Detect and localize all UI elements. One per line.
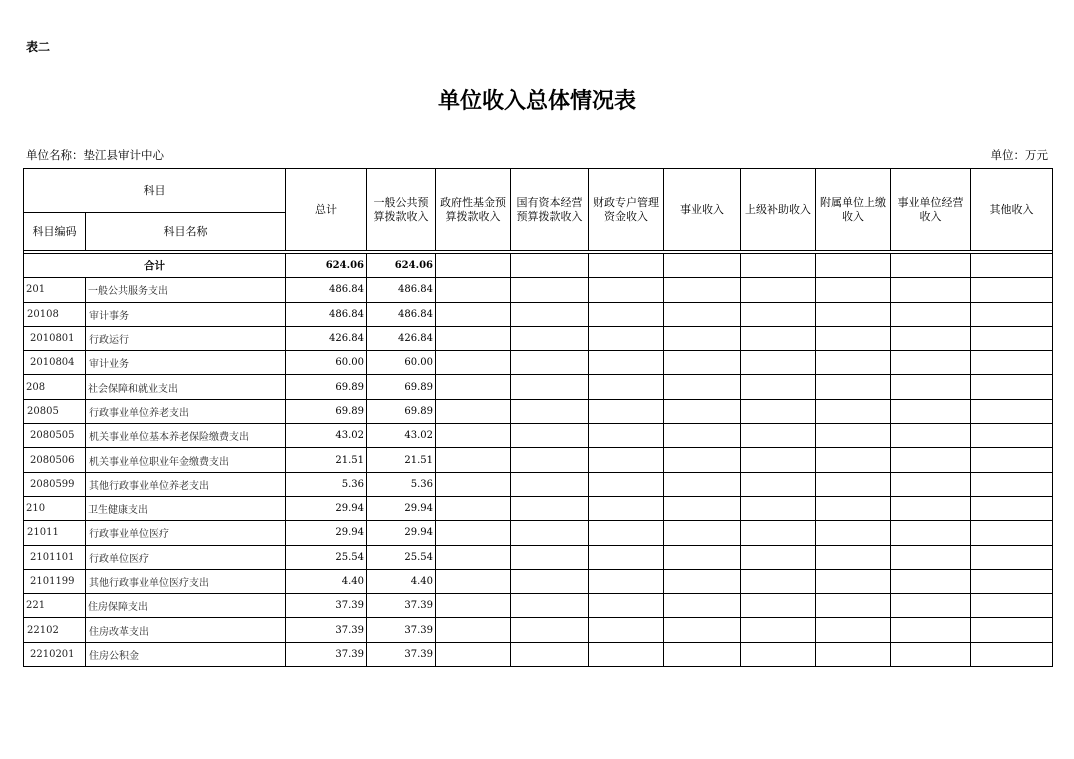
- total-sum: 624.06: [286, 254, 367, 278]
- header-total: 总计: [286, 169, 367, 251]
- empty-cell: [816, 642, 891, 666]
- empty-cell: [589, 496, 664, 520]
- empty-cell: [816, 618, 891, 642]
- subject-code-cell: 201: [24, 278, 86, 302]
- empty-cell: [741, 594, 816, 618]
- subject-code-cell: 221: [24, 594, 86, 618]
- total-cell: 486.84: [286, 302, 367, 326]
- total-cell: 69.89: [286, 399, 367, 423]
- empty-cell: [816, 594, 891, 618]
- total-cell: 69.89: [286, 375, 367, 399]
- table-row: [24, 569, 1053, 593]
- income-table: [23, 168, 1053, 667]
- empty-cell: [891, 521, 971, 545]
- subject-code-cell: 20805: [24, 399, 86, 423]
- empty-cell: [971, 424, 1053, 448]
- empty-cell: [511, 569, 589, 593]
- total-cell: 486.84: [286, 278, 367, 302]
- empty-cell: [891, 448, 971, 472]
- general-budget-cell: 60.00: [367, 351, 436, 375]
- subject-code-cell: 2101101: [24, 545, 86, 569]
- empty-cell: [741, 472, 816, 496]
- empty-cell: [436, 302, 511, 326]
- empty-cell: [971, 521, 1053, 545]
- total-label: 合计: [24, 254, 286, 278]
- empty-cell: [741, 521, 816, 545]
- table-row: [24, 594, 1053, 618]
- empty-cell: [436, 351, 511, 375]
- general-budget-cell: 69.89: [367, 399, 436, 423]
- empty-cell: [971, 302, 1053, 326]
- subject-code-cell: 21011: [24, 521, 86, 545]
- empty-cell: [816, 521, 891, 545]
- empty-cell: [664, 302, 741, 326]
- subject-code-cell: 20108: [24, 302, 86, 326]
- empty-cell: [664, 351, 741, 375]
- subject-code-cell: 208: [24, 375, 86, 399]
- subject-code-cell: 2101199: [24, 569, 86, 593]
- empty-cell: [891, 351, 971, 375]
- empty-cell: [741, 424, 816, 448]
- empty-cell: [511, 448, 589, 472]
- currency-unit-label: 单位：万元: [990, 148, 1048, 162]
- empty-cell: [436, 326, 511, 350]
- table-row: [24, 375, 1053, 399]
- general-budget-cell: 37.39: [367, 642, 436, 666]
- empty-cell: [971, 594, 1053, 618]
- empty-cell: [511, 399, 589, 423]
- subject-name-cell: 其他行政事业单位养老支出: [86, 472, 286, 496]
- general-budget-cell: 486.84: [367, 302, 436, 326]
- empty-cell: [511, 496, 589, 520]
- total-general-budget: 624.06: [367, 254, 436, 278]
- header-affiliated-unit: 附属单位上缴收入: [816, 169, 891, 251]
- empty-cell: [891, 278, 971, 302]
- empty-cell: [589, 278, 664, 302]
- empty-cell: [971, 278, 1053, 302]
- empty-cell: [664, 472, 741, 496]
- empty-cell: [589, 424, 664, 448]
- empty-cell: [891, 642, 971, 666]
- header-business-income: 事业收入: [664, 169, 741, 251]
- empty-cell: [436, 618, 511, 642]
- general-budget-cell: 37.39: [367, 594, 436, 618]
- general-budget-cell: 21.51: [367, 448, 436, 472]
- empty-cell: [816, 569, 891, 593]
- empty-cell: [741, 642, 816, 666]
- header-special-fund: 财政专户管理资金收入: [589, 169, 664, 251]
- table-row: [24, 496, 1053, 520]
- empty-cell: [891, 545, 971, 569]
- empty-cell: [664, 521, 741, 545]
- empty-cell: [971, 326, 1053, 350]
- empty-cell: [816, 496, 891, 520]
- empty-cell: [971, 375, 1053, 399]
- subject-code-cell: 210: [24, 496, 86, 520]
- empty-cell: [589, 351, 664, 375]
- empty-cell: [891, 569, 971, 593]
- empty-cell: [816, 326, 891, 350]
- empty-cell: [511, 351, 589, 375]
- table-number-label: 表二: [26, 40, 51, 54]
- empty-cell: [436, 375, 511, 399]
- empty-cell: [589, 399, 664, 423]
- header-subject-code: 科目编码: [24, 213, 86, 251]
- header-subject-name: 科目名称: [86, 213, 286, 251]
- subject-name-cell: 行政运行: [86, 326, 286, 350]
- empty-cell: [664, 278, 741, 302]
- empty-cell: [511, 375, 589, 399]
- empty-cell: [436, 472, 511, 496]
- empty-cell: [816, 399, 891, 423]
- subject-name-cell: 行政单位医疗: [86, 545, 286, 569]
- general-budget-cell: 4.40: [367, 569, 436, 593]
- empty-cell: [816, 351, 891, 375]
- empty-cell: [891, 399, 971, 423]
- table-row: [24, 472, 1053, 496]
- empty-cell: [436, 448, 511, 472]
- empty-cell: [511, 302, 589, 326]
- empty-cell: [589, 642, 664, 666]
- empty-cell: [436, 569, 511, 593]
- table-row: [24, 278, 1053, 302]
- subject-name-cell: 机关事业单位基本养老保险缴费支出: [86, 424, 286, 448]
- table-row: [24, 424, 1053, 448]
- empty-cell: [511, 594, 589, 618]
- subject-code-cell: 2080505: [24, 424, 86, 448]
- empty-cell: [664, 569, 741, 593]
- subject-name-cell: 社会保障和就业支出: [86, 375, 286, 399]
- subject-name-cell: 住房改革支出: [86, 618, 286, 642]
- empty-cell: [436, 496, 511, 520]
- table-row: [24, 618, 1053, 642]
- empty-cell: [891, 618, 971, 642]
- empty-cell: [589, 569, 664, 593]
- header-subject: 科目: [24, 169, 286, 213]
- total-cell: 37.39: [286, 594, 367, 618]
- empty-cell: [741, 302, 816, 326]
- subject-name-cell: 机关事业单位职业年金缴费支出: [86, 448, 286, 472]
- general-budget-cell: 5.36: [367, 472, 436, 496]
- empty-cell: [664, 618, 741, 642]
- empty-cell: [741, 278, 816, 302]
- empty-cell: [891, 594, 971, 618]
- empty-cell: [664, 545, 741, 569]
- total-cell: 25.54: [286, 545, 367, 569]
- subject-code-cell: 2010804: [24, 351, 86, 375]
- general-budget-cell: 29.94: [367, 521, 436, 545]
- header-other-income: 其他收入: [971, 169, 1053, 251]
- empty-cell: [741, 569, 816, 593]
- subject-code-cell: 2010801: [24, 326, 86, 350]
- general-budget-cell: 486.84: [367, 278, 436, 302]
- empty-cell: [741, 351, 816, 375]
- empty-cell: [436, 642, 511, 666]
- subject-name-cell: 住房公积金: [86, 642, 286, 666]
- subject-name-cell: 审计业务: [86, 351, 286, 375]
- empty-cell: [816, 302, 891, 326]
- empty-cell: [589, 521, 664, 545]
- empty-cell: [664, 642, 741, 666]
- empty-cell: [891, 326, 971, 350]
- header-business-operation: 事业单位经营收入: [891, 169, 971, 251]
- empty-cell: [741, 496, 816, 520]
- subject-name-cell: 审计事务: [86, 302, 286, 326]
- empty-cell: [664, 496, 741, 520]
- subject-name-cell: 其他行政事业单位医疗支出: [86, 569, 286, 593]
- empty-cell: [664, 448, 741, 472]
- empty-cell: [741, 375, 816, 399]
- empty-cell: [589, 618, 664, 642]
- empty-cell: [436, 545, 511, 569]
- total-cell: 4.40: [286, 569, 367, 593]
- header-gov-fund: 政府性基金预算拨款收入: [436, 169, 511, 251]
- total-cell: 43.02: [286, 424, 367, 448]
- table-row: [24, 351, 1053, 375]
- empty-cell: [816, 375, 891, 399]
- empty-cell: [971, 569, 1053, 593]
- general-budget-cell: 43.02: [367, 424, 436, 448]
- total-cell: 426.84: [286, 326, 367, 350]
- empty-cell: [891, 424, 971, 448]
- empty-cell: [436, 278, 511, 302]
- empty-cell: [971, 618, 1053, 642]
- empty-cell: [664, 594, 741, 618]
- empty-cell: [589, 375, 664, 399]
- subject-name-cell: 卫生健康支出: [86, 496, 286, 520]
- table-row: [24, 302, 1053, 326]
- header-general-budget: 一般公共预算拨款收入: [367, 169, 436, 251]
- empty-cell: [511, 618, 589, 642]
- subject-name-cell: 行政事业单位养老支出: [86, 399, 286, 423]
- header-state-capital: 国有资本经营预算拨款收入: [511, 169, 589, 251]
- table-row: [24, 326, 1053, 350]
- total-row: [24, 254, 1053, 278]
- general-budget-cell: 29.94: [367, 496, 436, 520]
- empty-cell: [816, 424, 891, 448]
- empty-cell: [511, 326, 589, 350]
- subject-name-cell: 一般公共服务支出: [86, 278, 286, 302]
- header-superior-subsidy: 上级补助收入: [741, 169, 816, 251]
- empty-cell: [511, 521, 589, 545]
- table-row: [24, 521, 1053, 545]
- empty-cell: [589, 545, 664, 569]
- empty-cell: [891, 496, 971, 520]
- empty-cell: [589, 302, 664, 326]
- empty-cell: [971, 399, 1053, 423]
- empty-cell: [511, 545, 589, 569]
- empty-cell: [741, 618, 816, 642]
- empty-cell: [816, 278, 891, 302]
- subject-code-cell: 22102: [24, 618, 86, 642]
- unit-name-label: 单位名称：垫江县审计中心: [26, 148, 164, 162]
- empty-cell: [971, 496, 1053, 520]
- empty-cell: [511, 424, 589, 448]
- empty-cell: [664, 375, 741, 399]
- empty-cell: [436, 521, 511, 545]
- total-cell: 5.36: [286, 472, 367, 496]
- empty-cell: [971, 472, 1053, 496]
- empty-cell: [664, 424, 741, 448]
- empty-cell: [436, 399, 511, 423]
- general-budget-cell: 426.84: [367, 326, 436, 350]
- subject-code-cell: 2210201: [24, 642, 86, 666]
- total-cell: 21.51: [286, 448, 367, 472]
- empty-cell: [511, 278, 589, 302]
- subject-name-cell: 行政事业单位医疗: [86, 521, 286, 545]
- table-row: [24, 448, 1053, 472]
- empty-cell: [891, 375, 971, 399]
- empty-cell: [971, 545, 1053, 569]
- empty-cell: [741, 399, 816, 423]
- general-budget-cell: 37.39: [367, 618, 436, 642]
- empty-cell: [971, 351, 1053, 375]
- subject-name-cell: 住房保障支出: [86, 594, 286, 618]
- empty-cell: [891, 472, 971, 496]
- empty-cell: [511, 642, 589, 666]
- general-budget-cell: 25.54: [367, 545, 436, 569]
- empty-cell: [511, 472, 589, 496]
- empty-cell: [436, 594, 511, 618]
- subject-code-cell: 2080506: [24, 448, 86, 472]
- empty-cell: [589, 594, 664, 618]
- empty-cell: [971, 448, 1053, 472]
- empty-cell: [891, 302, 971, 326]
- total-cell: 29.94: [286, 496, 367, 520]
- page-title: 单位收入总体情况表: [437, 88, 636, 114]
- total-cell: 37.39: [286, 618, 367, 642]
- total-cell: 60.00: [286, 351, 367, 375]
- empty-cell: [816, 448, 891, 472]
- subject-code-cell: 2080599: [24, 472, 86, 496]
- total-cell: 29.94: [286, 521, 367, 545]
- table-row: [24, 642, 1053, 666]
- empty-cell: [436, 424, 511, 448]
- empty-cell: [589, 448, 664, 472]
- empty-cell: [664, 326, 741, 350]
- empty-cell: [589, 472, 664, 496]
- table-row: [24, 545, 1053, 569]
- empty-cell: [741, 326, 816, 350]
- table-row: [24, 399, 1053, 423]
- general-budget-cell: 69.89: [367, 375, 436, 399]
- empty-cell: [589, 326, 664, 350]
- empty-cell: [741, 545, 816, 569]
- total-cell: 37.39: [286, 642, 367, 666]
- empty-cell: [816, 472, 891, 496]
- empty-cell: [971, 642, 1053, 666]
- empty-cell: [816, 545, 891, 569]
- empty-cell: [664, 399, 741, 423]
- empty-cell: [741, 448, 816, 472]
